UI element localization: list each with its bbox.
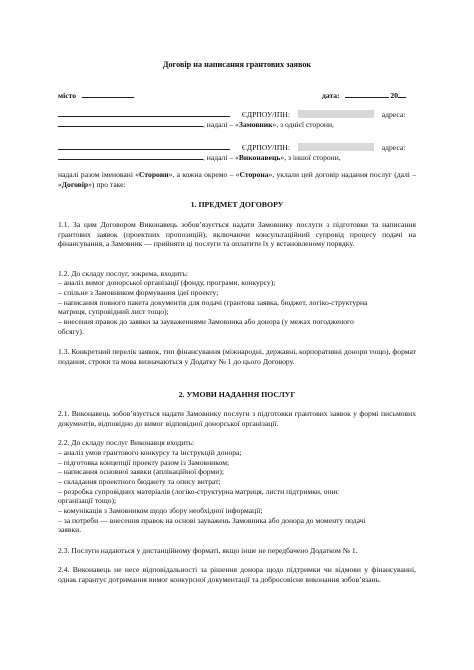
section-1-heading: 1. ПРЕДМЕТ ДОГОВОРУ bbox=[190, 200, 284, 209]
contractor-role: Виконавець bbox=[238, 153, 281, 162]
sides-term: Сторони bbox=[139, 170, 169, 179]
clause-2-2-line: заявки. bbox=[58, 525, 82, 534]
customer-role: Замовник bbox=[238, 120, 273, 129]
clause-2-2-line: – підготовка концепції проекту разом із Замовником; bbox=[58, 458, 230, 467]
customer-address-label: адреса: bbox=[381, 110, 406, 119]
clause-1-3: 1.3. Конкретний перелік заявок, тип фінансування (міжнародні, державні, корпоративні донори тощо), формат подання, строки та мова визначаються у Додатку № 1 до цього Договору. bbox=[58, 347, 416, 366]
clause-1-2-line: матриця, супровідний лист тощо); bbox=[58, 307, 169, 316]
city-row bbox=[58, 89, 134, 101]
clause-2-2-line: – аналіз умов грантового конкурсу та інструкцій донора; bbox=[58, 448, 242, 457]
date-field[interactable] bbox=[345, 89, 389, 98]
side-term: Сторона bbox=[239, 170, 269, 179]
contractor-address-field[interactable] bbox=[58, 151, 203, 160]
contractor-suffix: », з іншої сторони, bbox=[280, 153, 341, 162]
customer-prefix: , надалі – « bbox=[203, 120, 239, 129]
customer-suffix: », з однієї сторони, bbox=[272, 120, 334, 129]
city-field[interactable] bbox=[82, 89, 134, 98]
year-field[interactable] bbox=[398, 89, 406, 98]
clause-1-2-line: – спільне з Замовником формування ідеї проекту; bbox=[58, 288, 219, 297]
customer-edrpou-field[interactable] bbox=[298, 110, 374, 118]
clause-1-2-line: 1.2. До складу послуг, зокрема, входить: bbox=[58, 269, 189, 278]
clause-1-2-line: – внесення правок до заявки за зауваженнями Замовника або донора (у межах погодженого bbox=[58, 317, 354, 326]
clause-2-2-line: 2.2. До складу послуг Виконавця входить: bbox=[58, 438, 195, 447]
customer-address-field[interactable] bbox=[58, 118, 203, 127]
clause-1-2-line: – написання повного пакета документів для подачі (грантова заявка, бюджет, логіко-структурна bbox=[58, 298, 368, 307]
section-2-heading: 2. УМОВИ НАДАННЯ ПОСЛУГ bbox=[178, 390, 296, 399]
clause-1-1: 1.1. За цим Договором Виконавець зобов’язується надати Замовнику послуги з підготовки та написання грантових заявок (проектних пропозицій), включаючи консультаційний супровід процесу подачі на фінансування, а Замовник — прийняти ці послуги та оплатити їх у встановленому порядку. bbox=[58, 220, 416, 249]
date-row bbox=[322, 89, 406, 101]
contractor-edrpou-label: ЄДРПОУ/ІПН: bbox=[241, 143, 290, 152]
clause-1-2-line: обсягу). bbox=[58, 327, 84, 336]
clause-2-1: 2.1. Виконавець зобов’язується надати Замовнику послуги з підготовки грантових заявок у формі письмових документів, відповідно до вимог відповідної донорської організації. bbox=[58, 409, 416, 428]
clause-2-3: 2.3. Послуги надаються у дистанційному форматі, якщо інше не передбачено Додатком № 1. bbox=[58, 546, 358, 555]
contractor-address-label: адреса: bbox=[381, 143, 406, 152]
clause-2-4: 2.4. Виконавець не несе відповідальності за рішення донора щодо підтримки чи відмови у фінансуванні, однак гарантує дотримання вимог конкурсної документації та добросовісне виконання зобов’язань. bbox=[58, 565, 416, 584]
year-prefix: 20 bbox=[390, 91, 398, 100]
contractor-edrpou-field[interactable] bbox=[298, 143, 374, 151]
date-label: дата: bbox=[322, 91, 340, 100]
intro-paragraph: надалі разом іменовані «Сторони», а кожна окремо – «Сторона», уклали цей договір надання послуг (далі – «Договір») про таке: bbox=[58, 170, 416, 189]
contractor-row-2 bbox=[58, 151, 341, 163]
city-label: місто bbox=[58, 91, 77, 100]
clause-2-2-line: – комунікація з Замовником щодо збору необхідної інформації; bbox=[58, 506, 263, 515]
contract-term: Договір bbox=[61, 179, 89, 189]
clause-1-2-line: – аналіз вимог донорської організації (фонду, програми, конкурсу); bbox=[58, 278, 276, 287]
clause-2-2-line: організації тощо); bbox=[58, 496, 117, 505]
customer-edrpou-label: ЄДРПОУ/ІПН: bbox=[241, 110, 290, 119]
clause-2-2-line: – за потреби — внесення правок на основі зауважень Замовника або донора до моменту подачі bbox=[58, 516, 366, 525]
customer-name-field[interactable] bbox=[58, 108, 230, 117]
clause-2-2-line: – розробка супровідних матеріалів (логіко-структурна матриця, листи підтримки, опис bbox=[58, 487, 340, 496]
customer-row-2 bbox=[58, 118, 334, 130]
clause-2-2-line: – складання проектного бюджету та опису витрат; bbox=[58, 477, 221, 486]
clause-2-2-line: – написання основної заявки (аплікаційної форми); bbox=[58, 467, 225, 476]
contractor-name-field[interactable] bbox=[58, 141, 230, 150]
contractor-prefix: , надалі – « bbox=[203, 153, 239, 162]
document-title: Договір на написання грантових заявок bbox=[162, 60, 312, 69]
